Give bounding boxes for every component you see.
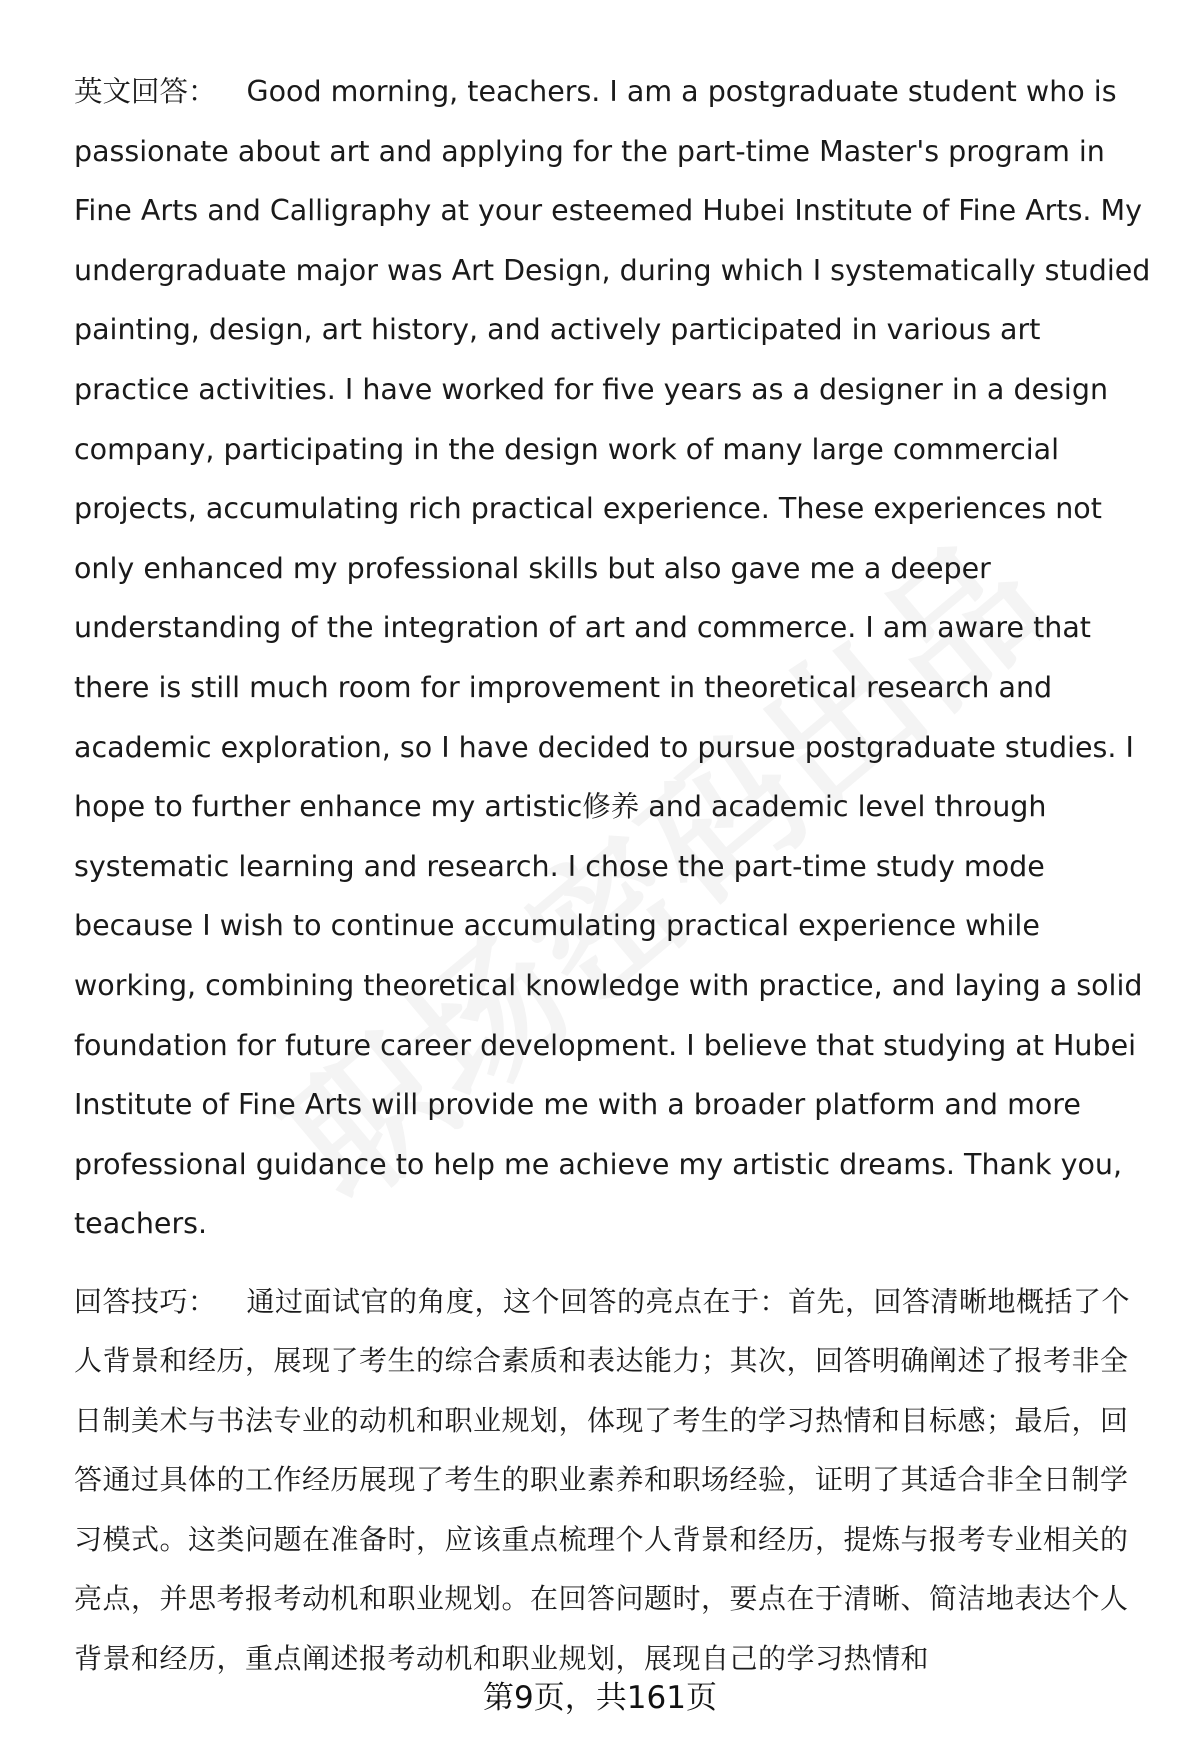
page-number-footer: 第9页，共161页	[483, 1680, 717, 1716]
english-answer-text: Good morning, teachers. I am a postgraduate student who is passionate about art and applying for the part-time Master's program in Fine Arts and Calligraphy at your esteemed Hubei Institute of Fine Arts. My undergraduate major was Art Design, during which I systematically studied painting, design, art history, and actively participated in various art practice activities. I have worked for five years as a designer in a design company, participating in the design work of many large commercial projects, accumulating rich practical experience. These experiences not only enhanced my professional skills but also gave me a deeper understanding of the integration of art and commerce. I am aware that there is still much room for improvement in theoretical research and academic exploration, so I have decided to pursue postgraduate studies. I hope to further enhance my artistic修养 and academic level through systematic learning and research. I chose the part-time study mode because I wish to continue accumulating practical experience while working, combining theoretical knowledge with practice, and laying a solid foundation for future career development. I believe that studying at Hubei Institute of Fine Arts will provide me with a broader platform and more professional guidance to help me achieve my artistic dreams. Thank you, teachers.	[74, 75, 1151, 1241]
page-content	[74, 62, 1154, 1688]
answer-tips-text: 通过面试官的角度，这个回答的亮点在于：首先，回答清晰地概括了个人背景和经历，展现了考生的综合素质和表达能力；其次，回答明确阐述了报考非全日制美术与书法专业的动机和职业规划，体现了考生的学习热情和目标感；最后，回答通过具体的工作经历展现了考生的职业素养和职场经验，证明了其适合非全日制学习模式。这类问题在准备时，应该重点梳理个人背景和经历，提炼与报考专业相关的亮点，并思考报考动机和职业规划。在回答问题时，要点在于清晰、简洁地表达个人背景和经历，重点阐述报考动机和职业规划，展现自己的学习热情和	[74, 1284, 1131, 1675]
english-answer-paragraph	[74, 62, 1154, 1254]
answer-tips-paragraph	[74, 1272, 1154, 1689]
english-answer-label: 英文回答：	[74, 75, 217, 108]
answer-tips-label: 回答技巧：	[74, 1284, 217, 1318]
